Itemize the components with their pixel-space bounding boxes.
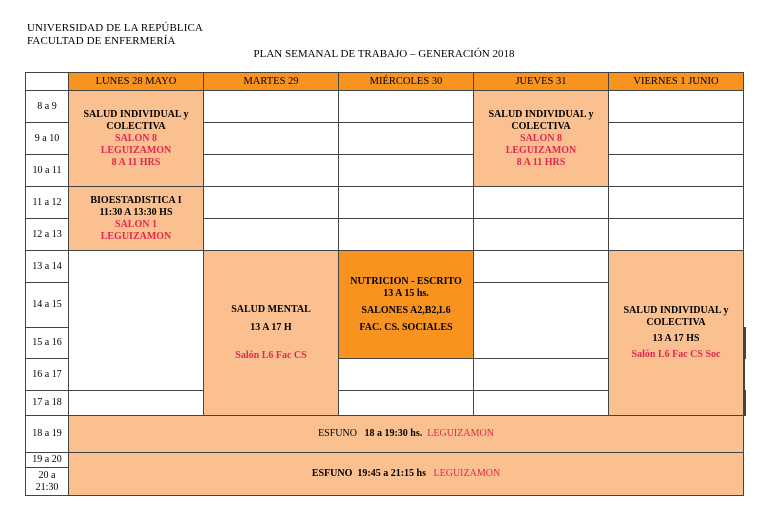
empty-cell: [609, 155, 744, 187]
time-label: 19 a 20: [26, 453, 69, 468]
event-room: SALON 8: [520, 132, 562, 144]
event-place: LEGUIZAMON: [427, 428, 494, 439]
table-row: [26, 453, 746, 468]
empty-cell: [609, 187, 744, 219]
event-hours: 11:30 A 13:30 HS: [99, 206, 173, 218]
event-esfuno-1: [69, 416, 744, 453]
event-wed-nutricion: [339, 251, 474, 359]
event-tue-salud-mental: [204, 251, 339, 416]
table-row: [26, 251, 746, 283]
event-place: FAC. CS. SOCIALES: [359, 321, 453, 333]
empty-cell: [339, 359, 474, 391]
event-rooms: SALONES A2,B2,L6: [361, 304, 451, 316]
event-hours: 13 A 15 hs.: [383, 287, 429, 299]
event-title: SALUD INDIVIDUAL y: [488, 108, 594, 120]
empty-cell: [474, 359, 609, 391]
empty-cell: [474, 283, 609, 359]
corner-cell: [26, 73, 69, 91]
empty-cell: [339, 155, 474, 187]
empty-cell: [609, 91, 744, 123]
empty-cell: [69, 391, 204, 416]
event-esfuno-2: [69, 453, 744, 496]
event-room: SALON 8: [115, 132, 157, 144]
table-row: [26, 91, 746, 123]
time-label: 12 a 13: [26, 219, 69, 251]
event-hours: 8 A 11 HRS: [111, 156, 161, 168]
event-room: Salón L6 Fac CS Soc: [631, 349, 721, 360]
event-place: LEGUIZAMON: [505, 144, 577, 156]
time-label: 15 a 16: [26, 328, 69, 359]
event-place: LEGUIZAMON: [433, 468, 501, 479]
event-title: ESFUNO: [311, 468, 353, 479]
empty-cell: [745, 391, 746, 416]
event-title: ESFUNO: [318, 428, 357, 439]
event-title-2: COLECTIVA: [511, 120, 571, 132]
time-label: 20 a 21:30: [26, 468, 69, 496]
empty-cell: [204, 155, 339, 187]
event-title: SALUD MENTAL: [231, 304, 311, 315]
day-header-friday: VIERNES 1 JUNIO: [609, 73, 744, 91]
event-room: SALON 1: [115, 218, 157, 230]
day-header-wednesday: MIÉRCOLES 30: [339, 73, 474, 91]
weekly-schedule-table: [25, 72, 746, 496]
event-hours: 19:45 a 21:15 hs: [357, 468, 427, 479]
faculty-name: FACULTAD DE ENFERMERÍA: [27, 35, 176, 47]
time-label: 10 a 11: [26, 155, 69, 187]
event-fri-salud: [609, 251, 744, 416]
time-label: 18 a 19: [26, 416, 69, 453]
empty-cell: [204, 123, 339, 155]
empty-cell: [474, 251, 609, 283]
event-hours: 13 A 17 HS: [652, 333, 700, 344]
empty-cell: [69, 251, 204, 391]
event-hours: 18 a 19:30 hs.: [364, 428, 423, 439]
empty-cell: [474, 187, 609, 219]
empty-cell: [609, 219, 744, 251]
time-label: 8 a 9: [26, 91, 69, 123]
empty-cell: [339, 187, 474, 219]
event-title: BIOESTADISTICA I: [90, 194, 182, 206]
university-name: UNIVERSIDAD DE LA REPÚBLICA: [27, 22, 203, 34]
event-place: LEGUIZAMON: [100, 230, 172, 242]
day-header-thursday: JUEVES 31: [474, 73, 609, 91]
table-row: [26, 187, 746, 219]
empty-cell: [339, 219, 474, 251]
event-title: NUTRICION - ESCRITO: [350, 275, 462, 287]
empty-cell: [474, 391, 609, 416]
event-place: LEGUIZAMON: [100, 144, 172, 156]
empty-cell: [204, 219, 339, 251]
empty-cell: [339, 91, 474, 123]
empty-cell: [744, 359, 745, 391]
event-mon-salud: [69, 91, 204, 187]
event-mon-bioestadistica: [69, 187, 204, 251]
event-room: Salón L6 Fac CS: [235, 350, 307, 361]
event-title-2: COLECTIVA: [106, 120, 166, 132]
day-header-tuesday: MARTES 29: [204, 73, 339, 91]
time-label: 16 a 17: [26, 359, 69, 391]
empty-cell: [339, 123, 474, 155]
time-label: 17 a 18: [26, 391, 69, 416]
page-title: PLAN SEMANAL DE TRABAJO – GENERACIÓN 2018: [253, 48, 515, 60]
event-hours: 13 A 17 H: [250, 322, 292, 333]
empty-cell: [474, 219, 609, 251]
empty-cell: [204, 91, 339, 123]
event-title-2: COLECTIVA: [646, 317, 706, 328]
event-title: SALUD INDIVIDUAL y: [83, 108, 189, 120]
empty-cell: [204, 187, 339, 219]
time-label: 9 a 10: [26, 123, 69, 155]
empty-cell: [609, 123, 744, 155]
time-label: 14 a 15: [26, 283, 69, 328]
table-row: [26, 416, 746, 453]
empty-cell: [745, 328, 746, 359]
empty-cell: [339, 391, 474, 416]
event-thu-salud: [474, 91, 609, 187]
event-hours: 8 A 11 HRS: [516, 156, 566, 168]
day-header-monday: LUNES 28 MAYO: [69, 73, 204, 91]
event-title: SALUD INDIVIDUAL y: [623, 305, 729, 316]
time-label: 11 a 12: [26, 187, 69, 219]
table-header-row: [26, 73, 746, 91]
time-label: 13 a 14: [26, 251, 69, 283]
